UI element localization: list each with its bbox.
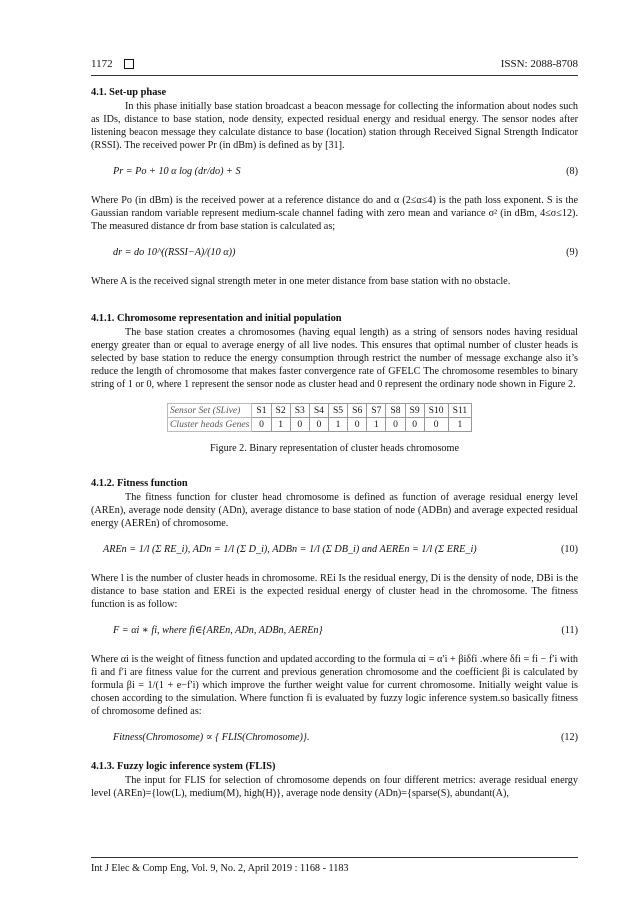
table-cell: S7 xyxy=(367,404,386,418)
table-cell: S8 xyxy=(386,404,405,418)
equation-number: (10) xyxy=(561,544,578,555)
equation-text: Fitness(Chromosome) ∝ { FLIS(Chromosome)}. xyxy=(113,732,310,743)
equation-9 xyxy=(91,243,578,265)
section-title: 4.1.3. Fuzzy logic inference system (FLIS) xyxy=(91,761,276,772)
equation-12 xyxy=(91,728,578,750)
table-cell: 1 xyxy=(328,418,347,432)
row-label: Cluster heads Genes xyxy=(168,418,252,432)
section-title: 4.1.2. Fitness function xyxy=(91,478,188,489)
paragraph: Where αi is the weight of fitness function and updated according to the formula αi = α′i + βiδfi .where δfi = fi − f′i with fi and f′i are fitness value for the current and previous generation chromosome and the coefficient βi is calculated by formula βi = 1/(1 + e−f′i) which improve the further weight value for current chromosome. Initially weight value is chosen according to the simulation. Where function fi is evaluated by fuzzy logic inference system.so basically fitness of chromosome defined as: xyxy=(91,654,578,717)
header-rule xyxy=(91,75,578,76)
table-cell: S1 xyxy=(252,404,271,418)
page-number: 1172 xyxy=(91,58,113,70)
table-cell: 0 xyxy=(309,418,328,432)
table-cell: S6 xyxy=(348,404,367,418)
equation-10 xyxy=(91,540,578,562)
square-icon xyxy=(124,59,134,69)
section-title: 4.1.1. Chromosome representation and initial population xyxy=(91,313,342,324)
table-cell: 0 xyxy=(290,418,309,432)
equation-8 xyxy=(91,162,578,184)
paragraph: Where Po (in dBm) is the received power at a reference distance do and α (2≤α≤4) is the path loss exponent. S is the Gaussian random variable represent medium-scale channel fading with zero mean and variance σ² (in dBm, 4≤σ≤12). The measured distance dr from base station is calculated as; xyxy=(91,195,578,232)
table-cell: 0 xyxy=(405,418,424,432)
table-cell: S5 xyxy=(328,404,347,418)
chromosome-table xyxy=(167,403,472,432)
equation-text: AREn = 1/l (Σ RE_i), ADn = 1/l (Σ D_i), ADBn = 1/l (Σ DB_i) and AEREn = 1/l (Σ ERE_i) xyxy=(103,544,477,555)
table-cell: S9 xyxy=(405,404,424,418)
equation-number: (8) xyxy=(566,166,578,177)
table-row xyxy=(168,404,472,418)
row-label: Sensor Set (SLive) xyxy=(168,404,252,418)
equation-text: Pr = Po + 10 α log (dr/do) + S xyxy=(113,166,241,177)
table-cell: 0 xyxy=(252,418,271,432)
table-row xyxy=(168,418,472,432)
equation-text: F = αi ∗ fi, where fi∈{AREn, ADn, ADBn, AEREn} xyxy=(113,625,323,636)
footer-citation: Int J Elec & Comp Eng, Vol. 9, No. 2, April 2019 : 1168 - 1183 xyxy=(91,863,349,874)
table-cell: S2 xyxy=(271,404,290,418)
equation-number: (9) xyxy=(566,247,578,258)
figure-caption: Figure 2. Binary representation of cluster heads chromosome xyxy=(210,443,459,454)
paragraph: Where A is the received signal strength meter in one meter distance from base station with no obstacle. xyxy=(91,276,511,287)
paragraph: The base station creates a chromosomes (having equal length) as a string of sensors nodes having residual energy greater than or equal to average energy of all live nodes. This ensures that optimal number of cluster heads is selected by base station to reduce the energy consumption through restrict the number of message exchange also it’s reduce the length of chromosome that makes faster convergence rate of GFELC The chromosome resembles to binary string of 1 or 0, where 1 represent the sensor node as cluster head and 0 represent the ordinary node shown in Figure 2. xyxy=(91,327,578,390)
table-cell: S3 xyxy=(290,404,309,418)
paragraph: The input for FLIS for selection of chromosome depends on four different metrics: average residual energy level (AREn)={low(L), medium(M), high(H)}, average node density (ADn)={sparse(S), abundant(A), xyxy=(91,775,578,799)
equation-number: (11) xyxy=(561,625,578,636)
table-cell: 0 xyxy=(348,418,367,432)
table-cell: 0 xyxy=(424,418,448,432)
issn-label: ISSN: 2088-8708 xyxy=(500,58,578,70)
section-title: 4.1. Set-up phase xyxy=(91,87,167,98)
table-cell: S11 xyxy=(448,404,472,418)
table-cell: 1 xyxy=(271,418,290,432)
table-cell: S10 xyxy=(424,404,448,418)
paragraph: Where l is the number of cluster heads in chromosome. REi Is the residual energy, Di is the density of node, DBi is the distance to base station and EREi is the expected residual energy of cluster head in the chromosome. The fitness function is as follow: xyxy=(91,573,578,610)
table-cell: 1 xyxy=(367,418,386,432)
table-cell: 0 xyxy=(386,418,405,432)
equation-number: (12) xyxy=(561,732,578,743)
main-content xyxy=(91,86,578,800)
table-cell: S4 xyxy=(309,404,328,418)
paragraph: The fitness function for cluster head chromosome is defined as function of average residual energy level (AREn), average node density (ADn), average distance to base station of node (ADBn) and average expected residual energy (AEREn) of chromosome. xyxy=(91,492,578,529)
footer-rule xyxy=(91,857,578,858)
equation-text: dr = do 10^((RSSI−A)/(10 α)) xyxy=(113,247,236,258)
equation-11 xyxy=(91,621,578,643)
table-cell: 1 xyxy=(448,418,472,432)
paragraph: In this phase initially base station broadcast a beacon message for collecting the information about nodes such as IDs, distance to base station, node density, expected residual energy and residual energy. The sensor nodes after listening beacon message they calculate distance to base (location) station through Received Signal Strength Indicator (RSSI). The received power Pr (in dBm) is defined as by [31]. xyxy=(91,101,578,151)
